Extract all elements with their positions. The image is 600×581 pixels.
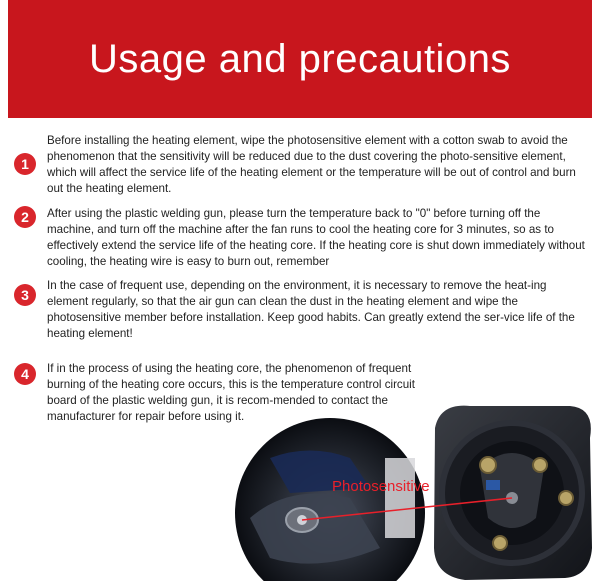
precaution-item-1 (14, 133, 590, 197)
photosensitive-label: Photosensitive (332, 478, 430, 495)
number-badge-1: 1 (14, 153, 36, 175)
number-badge-4: 4 (14, 363, 36, 385)
screw-1 (480, 457, 496, 473)
screw-3 (559, 491, 573, 505)
page-title: Usage and precautions (89, 36, 511, 81)
precaution-text-4: If in the process of using the heating core, the phenomenon of frequent burning of the heating core occurs, this is the temperature control circuit board of the plastic welding gun, it is recom-mended to contact the manufacturer for repair before using it. (47, 362, 415, 423)
number-badge-2: 2 (14, 206, 36, 228)
heating-core-photo (230, 398, 600, 581)
number-badge-3: 3 (14, 284, 36, 306)
precaution-item-3 (14, 278, 590, 342)
precaution-text-2: After using the plastic welding gun, please turn the temperature back to "0" before turning off the machine, and turn off the machine after the fan runs to cool the heating core for 3 minutes, so as to effectively extend the service life of the heating core. If the heating core is shut down immediately without cooling, the heating wire is easy to burn out, remember (47, 207, 585, 268)
precaution-text-1: Before installing the heating element, wipe the photosensitive element with a cotton swab to avoid the phenomenon that the sensitivity will be reduced due to the dust covering the photo-sensitive element, which will affect the service life of the heating element or the temperature will be out of control and burn out the heating element. (47, 134, 576, 195)
title-banner (8, 0, 592, 118)
precaution-text-3: In the case of frequent use, depending on the environment, it is necessary to remove the heat-ing element regularly, so that the air gun can clean the dust in the heating element and wipe the photosensitive member before installation. Keep good habits. Can greatly extend the ser-vice life of the heating element! (47, 279, 575, 340)
precaution-item-2 (14, 206, 590, 270)
screw-2 (533, 458, 547, 472)
screw-4 (493, 536, 507, 550)
